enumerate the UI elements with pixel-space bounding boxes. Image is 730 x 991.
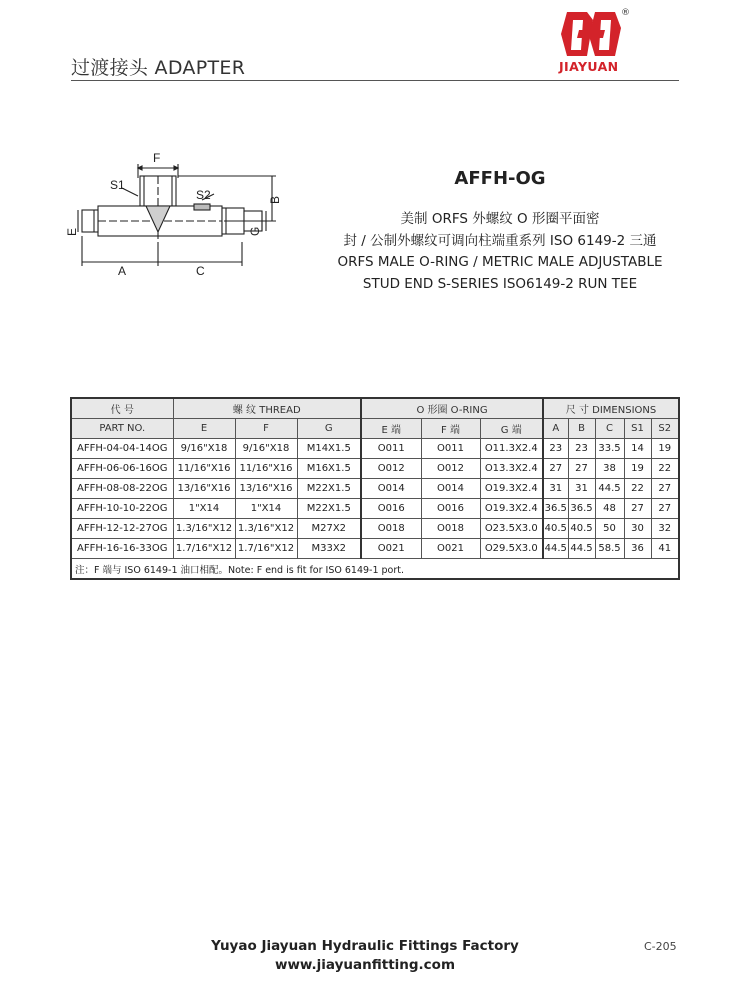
table-cell: AFFH-10-10-22OG <box>71 499 173 519</box>
table-cell: O19.3X2.4 <box>480 499 543 519</box>
table-cell: 23 <box>543 439 568 459</box>
description-line: 封 / 公制外螺纹可调向柱端重系列 ISO 6149-2 三通 <box>343 232 657 249</box>
table-cell: O016 <box>361 499 421 519</box>
table-cell: 27 <box>651 499 679 519</box>
description-line: 美制 ORFS 外螺纹 O 形圈平面密 <box>400 211 600 227</box>
header-dimensions: 尺 寸 DIMENSIONS <box>543 398 679 419</box>
table-cell: 31 <box>543 479 568 499</box>
table-cell: M22X1.5 <box>297 499 361 519</box>
table-cell: M33X2 <box>297 539 361 559</box>
table-cell: O23.5X3.0 <box>480 519 543 539</box>
column-header: A <box>543 419 568 439</box>
footer-company-name: Yuyao Jiayuan Hydraulic Fittings Factory <box>211 938 519 954</box>
table-cell: O014 <box>361 479 421 499</box>
table-cell: 44.5 <box>568 539 595 559</box>
table-group-header-row <box>71 398 679 419</box>
table-cell: O014 <box>421 479 480 499</box>
table-cell: 27 <box>651 479 679 499</box>
table-cell: 31 <box>568 479 595 499</box>
column-header: PART NO. <box>71 419 173 439</box>
table-cell: O018 <box>421 519 480 539</box>
footer-website: www.jiayuanfitting.com <box>274 957 456 973</box>
table-cell: 1.7/16"X12 <box>235 539 297 559</box>
column-header: E <box>173 419 235 439</box>
column-header: S1 <box>624 419 651 439</box>
table-row <box>71 499 679 519</box>
dim-label-c: C <box>196 264 205 278</box>
table-cell: 40.5 <box>568 519 595 539</box>
table-cell: 19 <box>624 459 651 479</box>
header-divider <box>71 80 679 81</box>
table-cell: AFFH-08-08-22OG <box>71 479 173 499</box>
table-row <box>71 519 679 539</box>
table-row <box>71 539 679 559</box>
table-cell: 36 <box>624 539 651 559</box>
registered-mark: ® <box>621 8 630 18</box>
table-cell: O012 <box>361 459 421 479</box>
table-note-row <box>71 559 679 580</box>
table-cell: 22 <box>651 459 679 479</box>
table-cell: AFFH-04-04-14OG <box>71 439 173 459</box>
table-cell: 1"X14 <box>235 499 297 519</box>
table-cell: 23 <box>568 439 595 459</box>
table-cell: O018 <box>361 519 421 539</box>
page-title: 过渡接头 ADAPTER <box>71 57 246 79</box>
table-cell: O13.3X2.4 <box>480 459 543 479</box>
table-cell: 41 <box>651 539 679 559</box>
column-header: F <box>235 419 297 439</box>
specification-table <box>70 397 680 580</box>
column-header: S2 <box>651 419 679 439</box>
table-cell: 14 <box>624 439 651 459</box>
table-cell: 11/16"X16 <box>235 459 297 479</box>
table-sub-header-row <box>71 419 679 439</box>
column-header: G 端 <box>480 419 543 439</box>
table-cell: 44.5 <box>543 539 568 559</box>
fitting-technical-drawing <box>65 148 294 278</box>
product-description <box>310 209 690 295</box>
table-cell: O012 <box>421 459 480 479</box>
dim-label-s2: S2 <box>196 188 211 202</box>
table-cell: O021 <box>421 539 480 559</box>
table-cell: M16X1.5 <box>297 459 361 479</box>
brand-name: JIAYUAN <box>559 59 619 74</box>
column-header: G <box>297 419 361 439</box>
table-cell: 13/16"X16 <box>173 479 235 499</box>
table-cell: 36.5 <box>543 499 568 519</box>
table-cell: M22X1.5 <box>297 479 361 499</box>
table-cell: M14X1.5 <box>297 439 361 459</box>
column-header: C <box>595 419 624 439</box>
table-cell: 48 <box>595 499 624 519</box>
table-cell: 13/16"X16 <box>235 479 297 499</box>
table-cell: 44.5 <box>595 479 624 499</box>
column-header: F 端 <box>421 419 480 439</box>
column-header: B <box>568 419 595 439</box>
table-cell: 22 <box>624 479 651 499</box>
table-cell: AFFH-06-06-16OG <box>71 459 173 479</box>
page-number: C-205 <box>644 940 677 953</box>
table-cell: 9/16"X18 <box>173 439 235 459</box>
table-row <box>71 439 679 459</box>
table-cell: 11/16"X16 <box>173 459 235 479</box>
description-line: ORFS MALE O-RING / METRIC MALE ADJUSTABLE <box>337 254 663 271</box>
table-note: 注：F 端与 ISO 6149-1 油口相配。Note: F end is fit for ISO 6149-1 port. <box>71 559 679 580</box>
dim-label-e: E <box>65 227 79 236</box>
table-cell: 40.5 <box>543 519 568 539</box>
table-cell: O011 <box>361 439 421 459</box>
dim-label-a: A <box>118 264 127 278</box>
table-cell: AFFH-16-16-33OG <box>71 539 173 559</box>
table-cell: 33.5 <box>595 439 624 459</box>
dim-label-b: B <box>268 195 282 204</box>
table-cell: 36.5 <box>568 499 595 519</box>
table-cell: O11.3X2.4 <box>480 439 543 459</box>
product-model: AFFH-OG <box>454 168 546 189</box>
table-cell: 1"X14 <box>173 499 235 519</box>
table-cell: 9/16"X18 <box>235 439 297 459</box>
table-cell: 27 <box>543 459 568 479</box>
table-cell: O021 <box>361 539 421 559</box>
table-cell: 1.3/16"X12 <box>235 519 297 539</box>
table-cell: AFFH-12-12-27OG <box>71 519 173 539</box>
header-oring: O 形圈 O-RING <box>361 398 543 419</box>
table-cell: O016 <box>421 499 480 519</box>
table-row <box>71 479 679 499</box>
table-cell: 1.3/16"X12 <box>173 519 235 539</box>
table-cell: M27X2 <box>297 519 361 539</box>
table-row <box>71 459 679 479</box>
table-cell: 30 <box>624 519 651 539</box>
description-line: STUD END S-SERIES ISO6149-2 RUN TEE <box>362 275 638 292</box>
table-cell: O011 <box>421 439 480 459</box>
table-cell: 27 <box>568 459 595 479</box>
dim-label-g: G <box>248 226 262 236</box>
table-cell: 19 <box>651 439 679 459</box>
table-cell: 58.5 <box>595 539 624 559</box>
table-cell: 50 <box>595 519 624 539</box>
table-cell: 27 <box>624 499 651 519</box>
table-cell: 38 <box>595 459 624 479</box>
header-thread: 螺 纹 THREAD <box>173 398 361 419</box>
table-cell: 1.7/16"X12 <box>173 539 235 559</box>
table-cell: 32 <box>651 519 679 539</box>
table-cell: O29.5X3.0 <box>480 539 543 559</box>
header-code: 代 号 <box>71 398 173 419</box>
table-cell: O19.3X2.4 <box>480 479 543 499</box>
dim-label-f: F <box>153 151 161 165</box>
dim-label-s1: S1 <box>110 178 125 192</box>
column-header: E 端 <box>361 419 421 439</box>
